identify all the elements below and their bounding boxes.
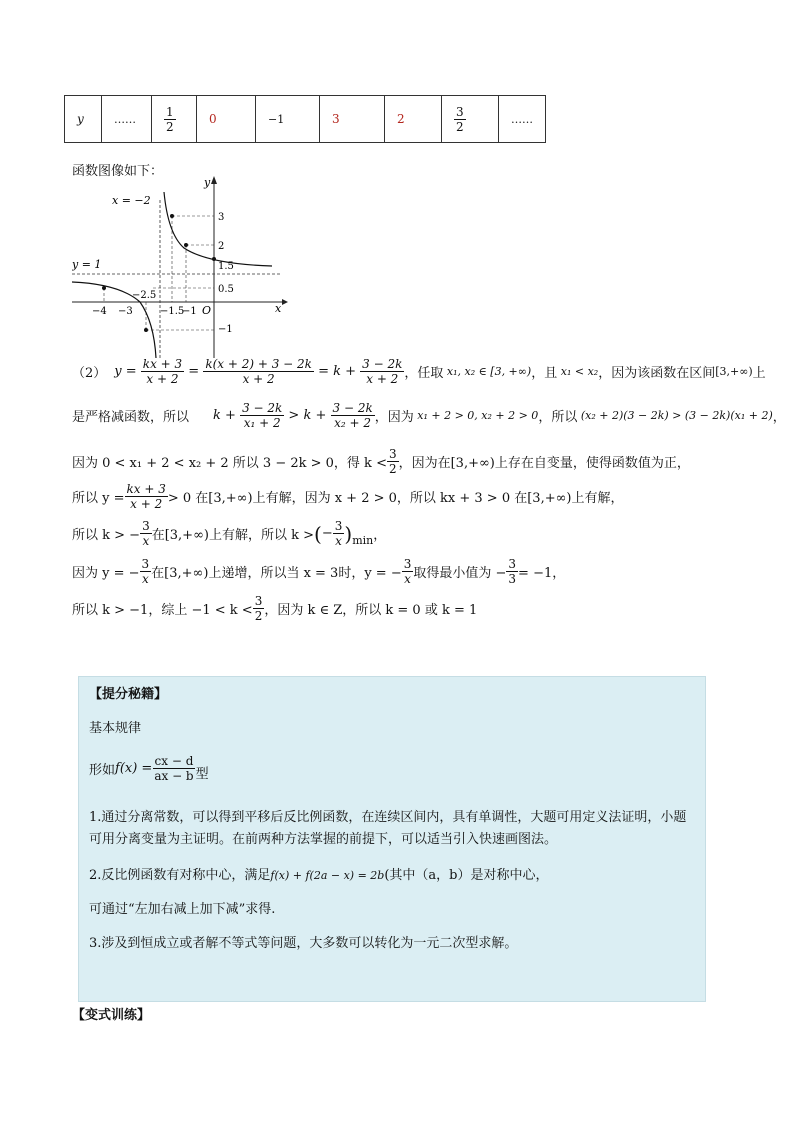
- table-cell: ……: [102, 96, 152, 143]
- fraction: $\frac{kx + 3}{x + 2}$: [142, 357, 183, 386]
- fraction: $\frac{3 - 2k}{x + 2}$: [362, 357, 403, 386]
- fraction: $\frac{3}{x}$: [142, 519, 150, 548]
- training-heading: 【变式训练】: [72, 1008, 151, 1023]
- table-cell: 2: [385, 96, 442, 143]
- value-table: [64, 95, 546, 143]
- fraction: $\frac{3}{3}$: [508, 557, 517, 586]
- fraction: $\frac{3 - 2k}{\text{x₁ + 2}}$: [242, 401, 283, 430]
- graph-point: [144, 328, 148, 332]
- table-cell: ……: [499, 96, 546, 143]
- solution-line-7: 所以 k > −1，综上 −1 < k < $\frac{3}{2}$ ，因为 k ∈ Z，所以 k = 0 或 k = 1: [72, 594, 478, 623]
- y-tick-label: 0.5: [218, 284, 234, 295]
- tips-paragraph-3: 可通过“左加右减上加下减”求得.: [89, 902, 276, 917]
- x-tick-label: −1: [182, 306, 197, 317]
- fraction: $\frac{kx + 3}{x + 2}$: [126, 482, 166, 511]
- fraction: $\frac{3}{x}$: [403, 557, 412, 586]
- graph-point: [212, 257, 216, 261]
- x-tick-label: −2.5: [132, 290, 157, 301]
- x-axis-label: x: [275, 302, 282, 315]
- x-tick-label: −1.5: [160, 306, 185, 317]
- solution-line-3: 因为 0 < x₁ + 2 < x₂ + 2 所以 3 − 2k > 0，得 k < $\frac{3}{2}$ ，因为在[3,+∞)上存在自变量，使得函数值为正，: [72, 447, 690, 476]
- y-tick-label: 1.5: [218, 261, 234, 272]
- solution-line-2: 是严格减函数，所以 k + $\frac{3 - 2k}{\text{x₁ + 2}}$ > k + $\frac{3 - 2k}{\text{x₂ + 2}}$ ，因为 x₁ + 2 > 0, x₂ + 2 > 0 ，所以 (x₂ + 2)(3 − 2k) > (3 − 2k)(x₁ + 2) ，: [72, 401, 786, 430]
- y-tick-label: −1: [218, 324, 233, 335]
- table-cell: 3: [320, 96, 385, 143]
- horizontal-asymptote-label: y = 1: [72, 258, 102, 271]
- tips-formula: 形如 f(x) = $\frac{cx - d}{ax - b}$ 型: [89, 754, 209, 783]
- table-cell: −1: [256, 96, 320, 143]
- y-tick-label: 2: [218, 241, 225, 252]
- fraction: $\frac{3 - 2k}{\text{x₂ + 2}}$: [332, 401, 373, 430]
- tips-paragraph-1: 1.通过分离常数，可以得到平移后反比例函数，在连续区间内，具有单调性，大题可用定义法证明，小题可用分离变量为主证明。在前两种方法掌握的前提下，可以适当引入快速画图法。: [89, 810, 687, 847]
- y-axis-arrow: [211, 176, 217, 184]
- y-axis-label: y: [204, 176, 211, 189]
- tips-subtitle: 基本规律: [89, 721, 142, 736]
- vertical-asymptote-label: x = −2: [112, 194, 151, 207]
- table-cell: 0: [197, 96, 256, 143]
- tips-paragraph-2: 2.反比例函数有对称中心，满足f(x) + f(2a − x) = 2b(其中（a，b）是对称中心，: [89, 868, 549, 883]
- graph-point: [102, 286, 106, 290]
- fraction: $\frac{3}{x}$: [141, 557, 150, 586]
- solution-line-1: （2） y = $\frac{kx + 3}{x + 2}$ = $\frac{k(x + 2) + 3 - 2k}{x + 2}$ = k + $\frac{3 - 2k}{x + 2}$ ，任取 x₁, x₂ ∈ [3, +∞) ，且 x₁ < x₂ ，因为该函数在区间 [3,+∞) 上: [72, 357, 766, 386]
- x-tick-label: −4: [92, 306, 107, 317]
- x-axis-arrow: [282, 299, 288, 305]
- solution-line-4: 所以 y = $\frac{kx + 3}{x + 2}$ > 0 在[3,+∞)上有解，因为 x + 2 > 0，所以 kx + 3 > 0 在[3,+∞)上有解，: [72, 482, 624, 511]
- fraction: $\frac{3}{x}$: [334, 519, 343, 548]
- fraction: $\frac{3}{2}$: [254, 594, 263, 623]
- tips-title: 【提分秘籍】: [89, 687, 168, 702]
- right-branch-curve: [164, 192, 272, 266]
- solution-line-5: 所以 k > − $\frac{3}{x}$ 在[3,+∞)上有解，所以 k > ( − $\frac{3}{x}$ ) min ，: [72, 519, 387, 548]
- origin-label: O: [202, 304, 212, 317]
- graph-point: [184, 243, 188, 247]
- y-tick-label: 3: [218, 212, 225, 223]
- table-cell: $\frac{3}{2}$: [442, 96, 499, 143]
- fraction: $\frac{3}{2}$: [388, 447, 397, 476]
- graph-heading: 函数图像如下：: [72, 164, 164, 179]
- x-tick-label: −3: [118, 306, 133, 317]
- fraction: $\frac{cx - d}{ax - b}$: [154, 754, 194, 783]
- graph-point: [170, 214, 174, 218]
- table-cell: $\frac{1}{2}$: [152, 96, 197, 143]
- function-graph: [72, 172, 288, 358]
- tips-paragraph-4: 3.涉及到恒成立或者解不等式等问题，大多数可以转化为一元二次型求解。: [89, 936, 518, 951]
- tips-box: [78, 676, 706, 1002]
- part-label: （2）: [72, 366, 107, 381]
- table-cell: y: [65, 96, 102, 143]
- solution-line-6: 因为 y = − $\frac{3}{x}$ 在[3,+∞)上递增，所以当 x = 3时，y = − $\frac{3}{x}$ 取得最小值为 − $\frac{3}{3}$ = −1，: [72, 557, 566, 586]
- fraction: $\frac{k(x + 2) + 3 - 2k}{x + 2}$: [205, 357, 312, 386]
